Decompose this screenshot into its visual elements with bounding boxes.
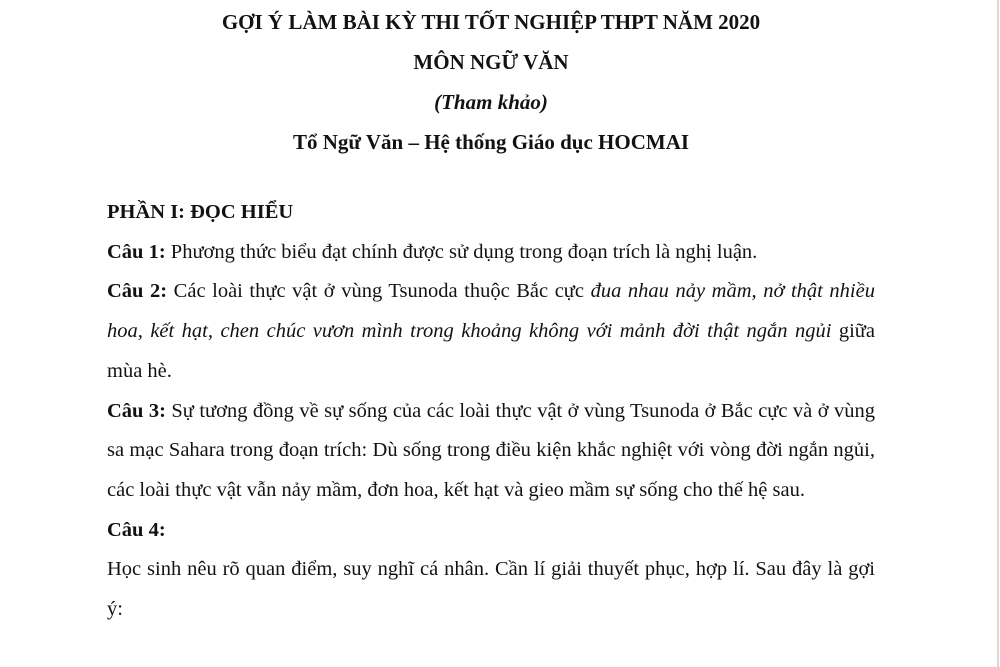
paragraph-label: Câu 3: [107, 399, 166, 422]
paragraph [107, 511, 875, 551]
text-run: Các loài thực vật ở vùng Tsunoda thuộc Bắc cực [167, 280, 591, 303]
document-content [107, 0, 875, 630]
document-author-line: Tổ Ngữ Văn – Hệ thống Giáo dục HOCMAI [292, 130, 690, 154]
document-note: (Tham khảo) [434, 90, 548, 114]
paragraph-label: Câu 1: [107, 240, 166, 263]
text-run: Sự tương đồng về sự sống của các loài thực vật ở vùng Tsunoda ở Bắc cực và ở vùng sa mạc Sahara trong đoạn trích: Dù sống trong điều kiện khắc nghiệt với vòng đời ngắn ngủi, các loài thực vật vẫn nảy mầm, đơn hoa, kết hạt và gieo mầm sự sống cho thế hệ sau. [107, 399, 875, 501]
page-edge-divider [997, 0, 999, 667]
document-subject: MÔN NGỮ VĂN [413, 50, 569, 74]
section-heading: PHẦN I: ĐỌC HIỂU [107, 201, 294, 223]
emphasized-text-run: đua nhau nảy mầm, nở thật nhiều hoa, kết hạt, chen chúc vươn mình trong khoảng không với mảnh đời thật ngắn ngủi [107, 280, 875, 343]
paragraph-list [107, 233, 875, 630]
document-body [107, 193, 875, 630]
text-run: Học sinh nêu rõ quan điểm, suy nghĩ cá nhân. Cần lí giải thuyết phục, hợp lí. Sau đây là gợi ý: [107, 558, 875, 621]
paragraph [107, 392, 875, 511]
paragraph [107, 550, 875, 629]
document-title: GỢI Ý LÀM BÀI KỲ THI TỐT NGHIỆP THPT NĂM 2020 [221, 10, 761, 34]
text-run: Phương thức biểu đạt chính được sử dụng trong đoạn trích là nghị luận. [165, 240, 758, 263]
document-header [107, 0, 875, 162]
paragraph-label: Câu 2: [107, 280, 168, 303]
text-run: giữa mùa hè. [107, 320, 875, 382]
paragraph-label: Câu 4: [107, 518, 166, 541]
paragraph [107, 233, 875, 273]
paragraph [107, 272, 875, 391]
